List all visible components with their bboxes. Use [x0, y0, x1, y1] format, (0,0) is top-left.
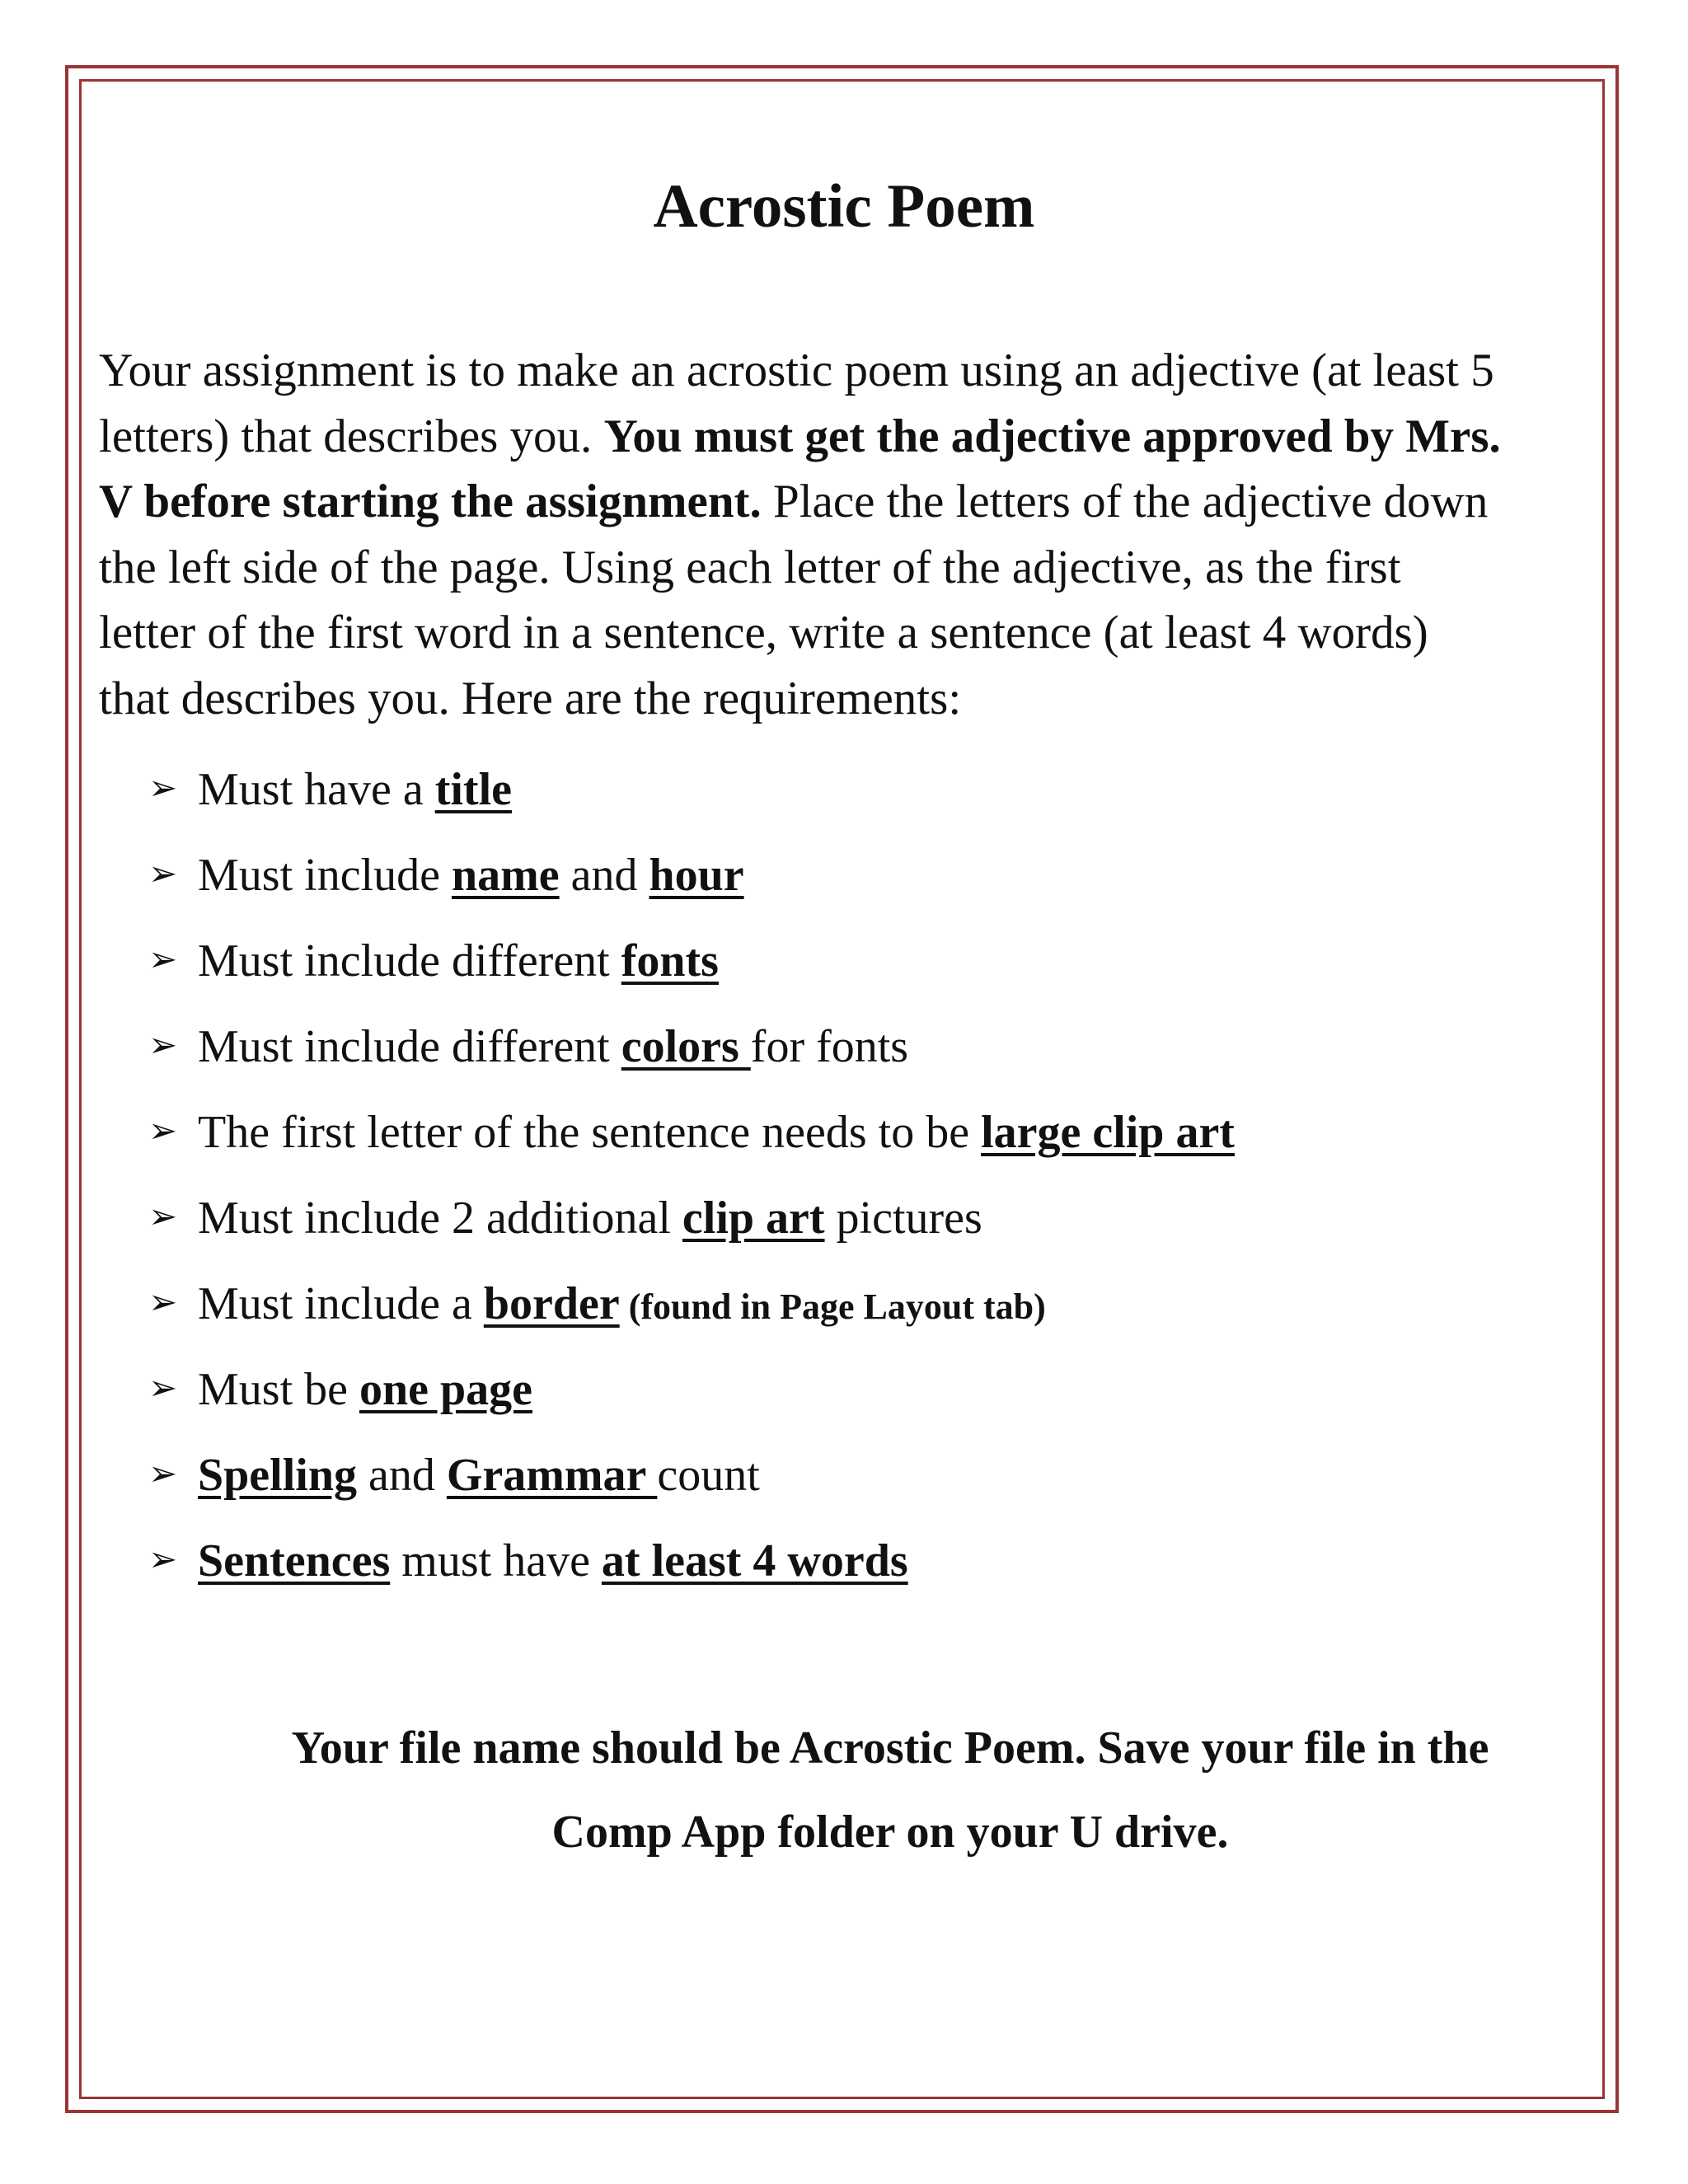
requirement-item: ➢ Must include different colors for fonts [148, 1017, 1235, 1103]
requirement-item: ➢ The first letter of the sentence needs to be large clip art [148, 1103, 1235, 1188]
requirement-keyword: at least 4 words [601, 1535, 908, 1586]
requirements-list [148, 760, 1235, 1617]
requirement-keyword: Spelling [198, 1450, 357, 1501]
requirement-item: ➢ Spelling and Grammar count [148, 1446, 1235, 1531]
intro-line: V before starting the assignment. Place the letters of the adjective down [99, 476, 1489, 527]
arrow-bullet-icon: ➢ [148, 1539, 178, 1579]
intro-line: the left side of the page. Using each letter of the adjective, as the first [99, 541, 1401, 593]
arrow-bullet-icon: ➢ [148, 1024, 178, 1065]
approval-emphasis: V before starting the assignment. [99, 476, 762, 527]
arrow-bullet-icon: ➢ [148, 1367, 178, 1408]
requirement-note: (found in Page Layout tab) [619, 1286, 1046, 1327]
requirement-keyword: name [451, 850, 560, 901]
requirement-keyword: colors [621, 1021, 751, 1072]
requirement-keyword: hour [649, 850, 744, 901]
requirement-item: ➢ Must include a border (found in Page Layout tab) [148, 1274, 1235, 1360]
page-title: Acrostic Poem [653, 172, 1035, 241]
requirement-item: ➢ Must be one page [148, 1360, 1235, 1446]
requirement-keyword: fonts [621, 935, 719, 987]
intro-line: letter of the first word in a sentence, write a sentence (at least 4 words) [99, 607, 1428, 658]
assignment-intro [99, 338, 1599, 731]
requirement-item: ➢ Must include 2 additional clip art pictures [148, 1188, 1235, 1274]
file-save-instructions [210, 1706, 1570, 1874]
intro-line: Your assignment is to make an acrostic poem using an adjective (at least 5 [99, 344, 1494, 396]
requirement-keyword: clip art [682, 1193, 825, 1244]
requirement-item: ➢ Must have a title [148, 760, 1235, 846]
requirement-keyword: Grammar [446, 1450, 658, 1501]
requirement-keyword: large clip art [981, 1107, 1235, 1158]
arrow-bullet-icon: ➢ [148, 1110, 178, 1151]
requirement-keyword: border [483, 1278, 620, 1329]
arrow-bullet-icon: ➢ [148, 1453, 178, 1493]
requirement-item: ➢ Sentences must have at least 4 words [148, 1531, 1235, 1617]
arrow-bullet-icon: ➢ [148, 767, 178, 808]
requirement-keyword: Sentences [198, 1535, 391, 1586]
requirement-item: ➢ Must include name and hour [148, 846, 1235, 931]
approval-emphasis: You must get the adjective approved by Mrs. [603, 410, 1501, 462]
requirement-keyword: title [434, 764, 512, 815]
requirement-keyword: one page [359, 1364, 532, 1415]
arrow-bullet-icon: ➢ [148, 1282, 178, 1322]
closing-line: Your file name should be Acrostic Poem. Save your file in the [291, 1722, 1489, 1774]
requirement-item: ➢ Must include different fonts [148, 931, 1235, 1017]
closing-line: Comp App folder on your U drive. [551, 1807, 1229, 1858]
arrow-bullet-icon: ➢ [148, 939, 178, 979]
arrow-bullet-icon: ➢ [148, 1196, 178, 1236]
intro-line: letters) that describes you. You must get the adjective approved by Mrs. [99, 410, 1501, 462]
intro-line: that describes you. Here are the requirements: [99, 672, 962, 724]
arrow-bullet-icon: ➢ [148, 853, 178, 893]
